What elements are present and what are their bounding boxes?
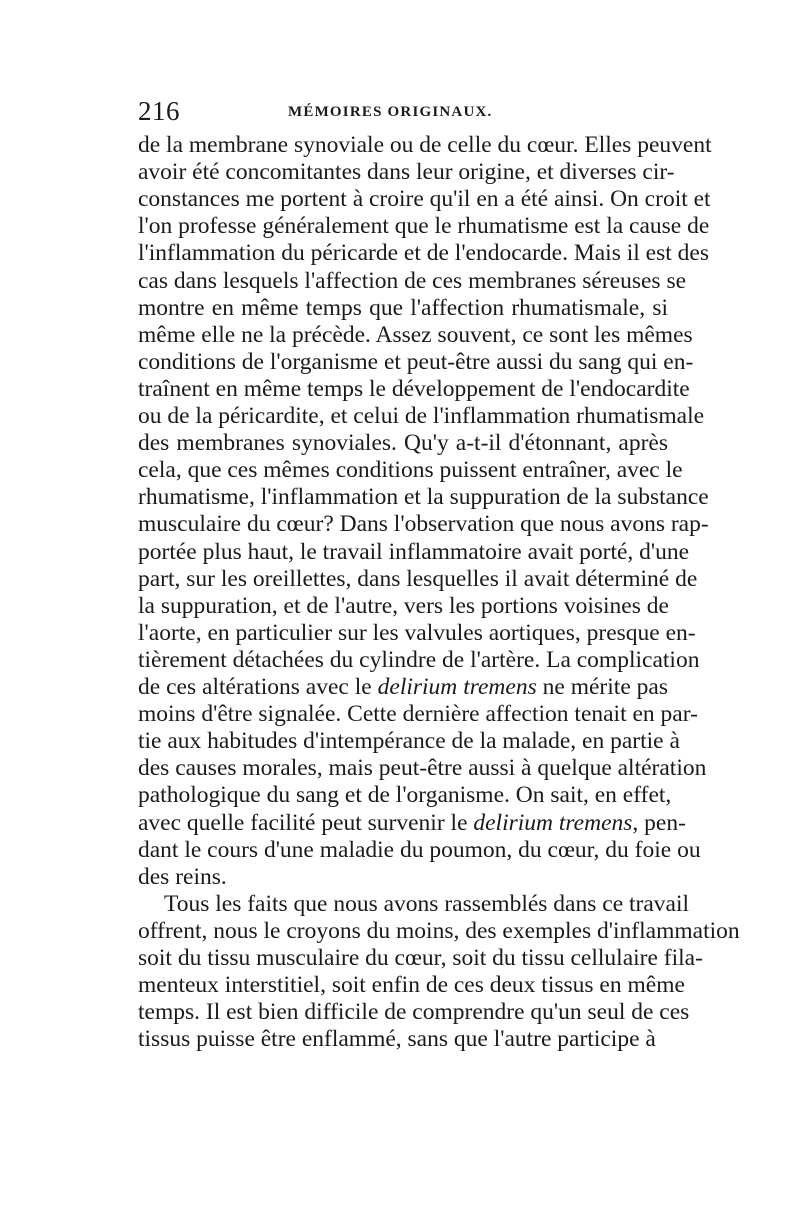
text-line: dant le cours d'une maladie du poumon, du cœur, du foie ou (138, 836, 701, 863)
text-line: des causes morales, mais peut-être aussi à quelque altération (138, 755, 707, 782)
page-header (138, 96, 668, 126)
text-line: cela, que ces mêmes conditions puissent entraîner, avec le (138, 457, 683, 484)
text-line: avoir été concomitantes dans leur origine, et diverses cir- (138, 159, 675, 186)
text-line: portée plus haut, le travail inflammatoire avait porté, d'une (138, 538, 690, 565)
text-line: avec quelle facilité peut survenir le delirium tremens, pen- (138, 809, 686, 836)
running-head: MÉMOIRES ORIGINAUX. (288, 104, 493, 120)
text-line: de ces altérations avec le delirium tremens ne mérite pas (138, 674, 668, 700)
text-line: la suppuration, et de l'autre, vers les portions voisines de (138, 592, 669, 619)
text-line: l'inflammation du péricarde et de l'endocarde. Mais il est des (138, 240, 709, 267)
text-line: part, sur les oreillettes, dans lesquelles il avait déterminé de (138, 565, 698, 592)
text-line: temps. Il est bien difficile de comprendre qu'un seul de ces (138, 999, 690, 1026)
italic-term: delirium tremens (473, 809, 633, 836)
text-line: cas dans lesquels l'affection de ces membranes séreuses se (138, 267, 687, 294)
italic-term: delirium tremens (377, 674, 537, 700)
text-line: moins d'être signalée. Cette dernière affection tenait en par- (138, 701, 698, 728)
text-line: tie aux habitudes d'intempérance de la malade, en partie à (138, 728, 680, 755)
text-line: montre en même temps que l'affection rhumatismale, si (138, 294, 668, 321)
text-line: musculaire du cœur? Dans l'observation que nous avons rap- (138, 511, 709, 538)
text-line: même elle ne la précède. Assez souvent, ce sont les mêmes (138, 321, 693, 348)
text-line: l'on professe généralement que le rhumatisme est la cause de (138, 213, 710, 240)
text-line: Tous les faits que nous avons rassemblés dans ce travail (164, 890, 690, 917)
text-line: tissus puisse être enflammé, sans que l'autre participe à (138, 1026, 656, 1053)
text-line: des reins. (138, 863, 227, 890)
text-line: l'aorte, en particulier sur les valvules aortiques, presque en- (138, 619, 696, 646)
text-line: rhumatisme, l'inflammation et la suppuration de la substance (138, 484, 709, 511)
text-line: offrent, nous le croyons du moins, des exemples d'inflammation (138, 917, 740, 944)
text-line: de la membrane synoviale ou de celle du cœur. Elles peuvent (138, 132, 712, 158)
text-line: des membranes synoviales. Qu'y a-t-il d'étonnant, après (138, 430, 668, 457)
text-line: ou de la péricardite, et celui de l'inflammation rhumatismale (138, 403, 705, 429)
text-line: pathologique du sang et de l'organisme. On sait, en effet, (138, 782, 672, 809)
text-line: traînent en même temps le développement de l'endocardite (138, 375, 690, 402)
text-line: constances me portent à croire qu'il en a été ainsi. On croit et (138, 186, 711, 213)
page-number: 216 (138, 96, 180, 126)
text-line: tièrement détachées du cylindre de l'artère. La complication (138, 646, 700, 673)
text-line: menteux interstitiel, soit enfin de ces deux tissus en même (138, 972, 685, 999)
text-line: soit du tissu musculaire du cœur, soit du tissu cellulaire fila- (138, 945, 703, 971)
text-line: conditions de l'organisme et peut-être aussi du sang qui en- (138, 348, 694, 375)
